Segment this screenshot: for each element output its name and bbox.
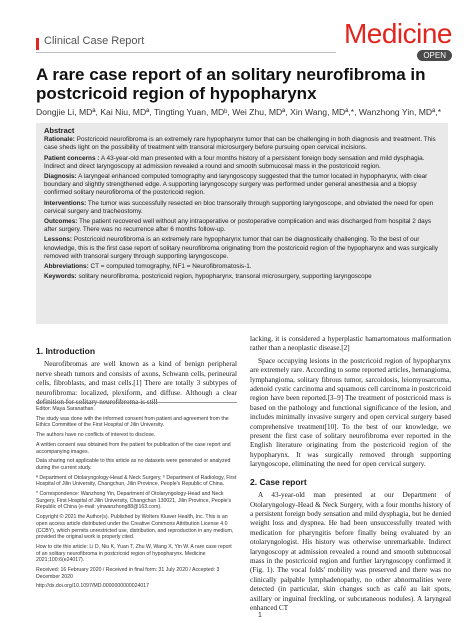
intro-paragraph-2: Space occupying lesions in the postcricoid region of hypopharynx are extremely rare. According to some reported articles, hemangioma, lymphangioma, solitary fibrous tumor, sarcoidosis, leiomyosarcoma, adenoid cystic carcinoma and squamous cell carcinoma in postcricoid region have been reported.[3–9] The treatment of postcricoid mass is based on the pathology and functional significance of the lesion, and includes minimally invasive surgery and open cervical surgery based comprehensive treatment[10]. To the best of our knowledge, we present the first case of solitary neurofibroma ever reported in the English literature originating from the postcricoid region of the hypopharynx. It was surgically removed through supporting laryngoscope, eliminating the need for open cervical surgery. xyxy=(250,356,451,469)
section-accent-bar xyxy=(36,38,39,50)
intro-paragraph: Neurofibromas are well known as a kind of benign peripheral nerve sheath tumors and consists of axons, Schwann cells, perineural cells, fibroblasts, and mast cells.[1] There are totally 3 subtypes of neurofibroma: localized, plexiform, and diffuse. Although a clear definition for solitary neurofibroma is still xyxy=(36,360,237,407)
abstract-heading: Abstract xyxy=(44,126,75,135)
open-access-badge: OPEN xyxy=(417,50,452,61)
footnote: * Correspondence: Wanzhong Yin, Department of Otolaryngology-Head and Neck Surgery, First Hospital of Jilin University, Changchun 130021, Jilin Province, People's Republic of China (e-mail: yinwanzhong88@163.com). xyxy=(36,491,232,511)
footnote: Received: 16 February 2020 / Received in final form: 31 July 2020 / Accepted: 3 December 2020 xyxy=(36,567,220,580)
page-number: 1 xyxy=(258,612,262,619)
header-rule xyxy=(36,52,336,53)
abstract-item: Outcomes: The patient recovered well without any intraoperative or postoperative complication and was discharged from hospital 2 days after surgery. There was no recurrence after 6 months follow-up. xyxy=(44,218,432,234)
footnote: Copyright © 2021 the Author(s). Published by Wolters Kluwer Health, Inc. This is an open access article distributed under the Creative Commons Attribution License 4.0 (CCBY), which permits unrestricted use, distribution, and reproduction in any medium, provided the original work is properly cited. xyxy=(36,514,234,541)
abstract-item: Diagnosis: A laryngeal enhanced computed tomography and laryngoscopy suggested that the tumor located in hypopharynx, with clear boundary and slightly strengthened edge. A supporting laryngoscopy surgery was performed under general anesthesia and a biopsy confirmed solitary neurofibroma of the postcricoid region. xyxy=(44,173,428,197)
footnote: Editor: Maya Saranathan. xyxy=(36,406,95,412)
page-header xyxy=(0,0,474,60)
article-title: A rare case report of an solitary neurofibroma in postcricoid region of hypopharynx xyxy=(36,65,426,103)
footnote: The authors have no conflicts of interest to disclose. xyxy=(36,432,156,439)
intro-heading: 1. Introduction xyxy=(36,346,96,356)
footnote: A written consent was obtained from the patient for publication of the case report and accompanying images. xyxy=(36,441,231,455)
footnote: ª Department of Otolaryngology-Head & Neck Surgery, ᵇ Department of Radiology, First Hospital of Jilin University, Changchun, Jilin Province, People's Republic of China. xyxy=(36,474,237,488)
case-report-heading: 2. Case report xyxy=(250,476,307,487)
left-column xyxy=(36,347,237,410)
right-column xyxy=(250,335,451,616)
abstract-box xyxy=(36,123,448,324)
author-list: Dongjie Li, MDª, Kai Niu, MDª, Tingting Yuan, MDᵇ, Wei Zhu, MDª, Xin Wang, MDª,*, Wanzhong Yin, MDª,* xyxy=(36,107,442,117)
footnote: How to cite this article: Li D, Niu K, Yuan T, Zhu W, Wang X, Yin W. A rare case report of an solitary neurofibroma in postcricoid region of hypopharynx. Medicine 2021;100:6(e24017). xyxy=(36,543,232,564)
abstract-item: Lessons: Postcricoid neurofibroma is an extremely rare hypopharynx tumor that can be diagnostically challenging. To the best of our knowledge, this is the first case report of solitary neurofibroma originating from the postcricoid region of the hypopharynx and was surgically removed with transoral surgery through supporting laryngoscope. xyxy=(44,236,438,260)
abstract-item: Patient concerns : A 43-year-old man presented with a four months history of a persistent foreign body sensation and mild dysphagia. Indirect and direct laryngoscopy at admission revealed a round and smooth submucosal mass in the postcricoid region. xyxy=(44,154,425,170)
abstract-item: Keywords: solitary neurofibroma, postcricoid region, hypopharynx, transoral microsurgery, supporting laryngoscope xyxy=(44,273,372,281)
abstract-item: Interventions: The tumor was successfully resected en bloc transorally through supporting laryngoscope, and obviated the need for open cervical surgery and tracheostomy. xyxy=(44,199,434,215)
journal-logo: Medicine xyxy=(343,18,452,49)
abstract-item: Rationale: Postcricoid neurofibroma is an extremely rare hypopharynx tumor that can be challenging in both diagnosis and treatment. This case sheds light on the possibility of treatment with transoral microsurgery before pursuing open cervical incisions. xyxy=(44,136,436,152)
footnotes xyxy=(36,402,237,593)
abstract-item: Abbreviations: CT = computed tomography, NF1 = Neurofibromatosis-1. xyxy=(44,263,252,271)
footnote: The study was done with the informed consent from patient and agreement from the Ethics Committee of the First Hospital of Jilin University. xyxy=(36,415,229,429)
case-report-paragraph: A 43-year-old man presented at our Department of Otolaryngology-Head & Neck Surgery, with a four months history of a persistent foreign body sensation and mild dysphagia, but he denied weight loss and dyspnea. He had been unsuccessfully treated with medication for pharyngitis before finally being evaluated by an otolaryngologist. His history was otherwise unremarkable. Indirect laryngoscopy at admission revealed a round and smooth submucosal mass in the postcricoid region and further laryngoscopy confirmed it (Fig. 1). The vocal folds' mobility was preserved and there was no clinically palpable lymphadenopathy, no other abnormalities were detected (in particular, skin changes such as café au lait spots, axillary or inguinal freckling, or subcutaneous nodules). A laryngeal enhanced CT xyxy=(250,491,451,612)
intro-continuation: lacking, it is considered a hyperplastic hamartomatous malformation rather than a neoplastic disease.[2] xyxy=(250,335,451,353)
footnote: Data sharing not applicable to this article as no datasets were generated or analyzed during the current study. xyxy=(36,458,231,471)
section-label: Clinical Case Report xyxy=(44,35,145,47)
doi-link[interactable]: http://dx.doi.org/10.1097/MD.0000000000024017 xyxy=(36,583,150,590)
